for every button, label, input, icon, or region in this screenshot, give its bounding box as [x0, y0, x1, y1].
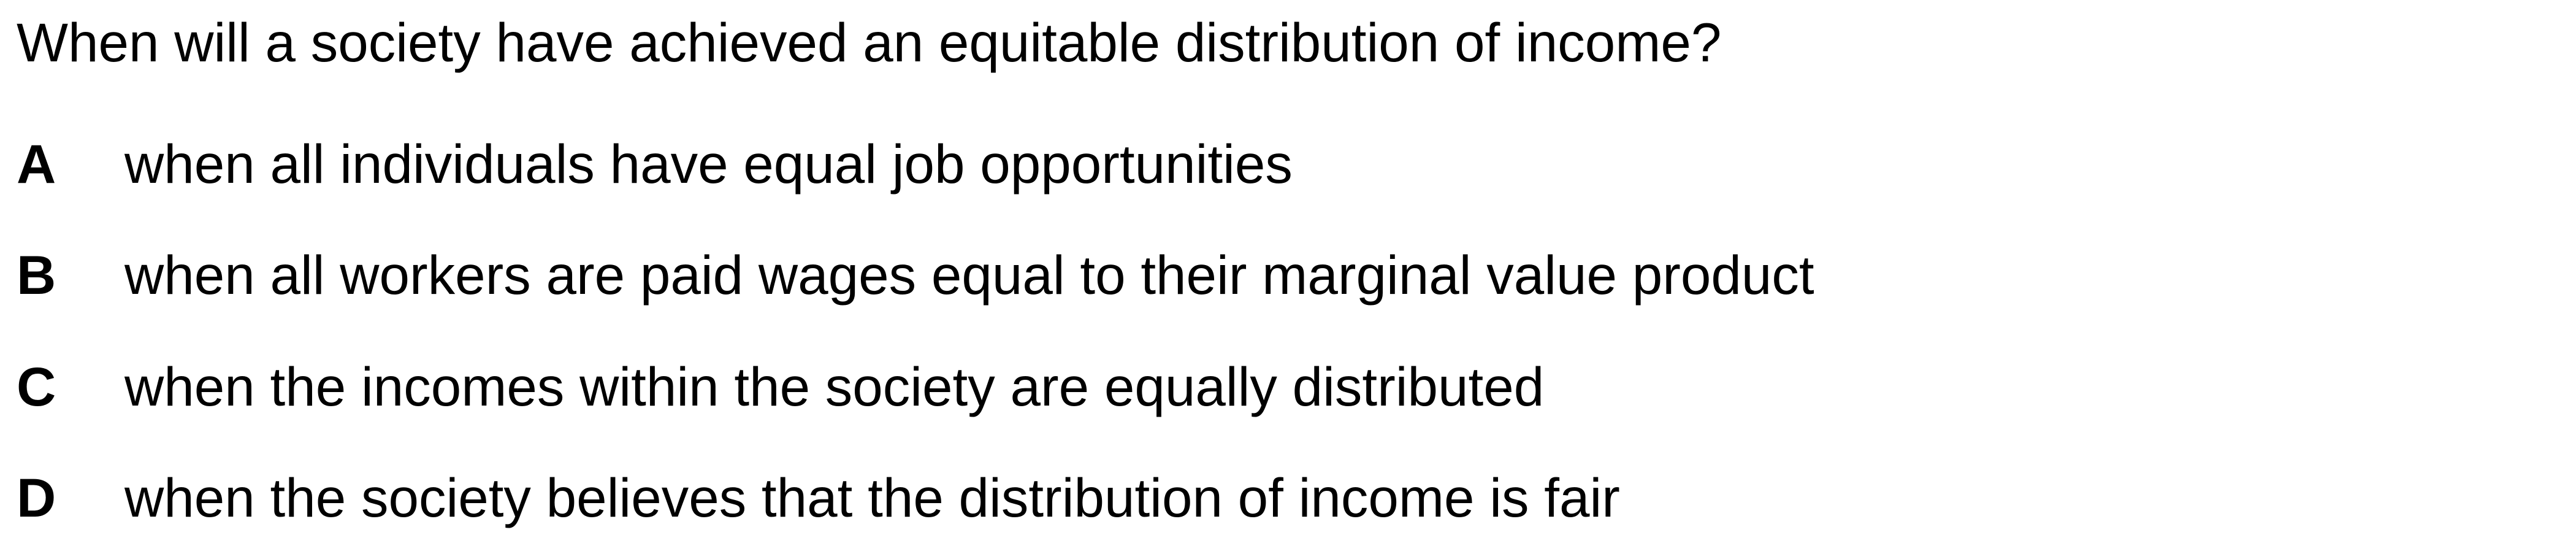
option-text: when the incomes within the society are equally distributed	[124, 356, 1545, 417]
option-text: when all individuals have equal job opportunities	[124, 133, 1293, 194]
option-letter: B	[17, 244, 56, 306]
option-text: when all workers are paid wages equal to their marginal value product	[124, 244, 1814, 306]
option-letter: C	[17, 356, 56, 417]
option-text: when the society believes that the distribution of income is fair	[124, 467, 1620, 528]
question-stem: When will a society have achieved an equitable distribution of income?	[17, 12, 1722, 73]
option-letter: D	[17, 467, 56, 528]
option-letter: A	[17, 133, 56, 194]
